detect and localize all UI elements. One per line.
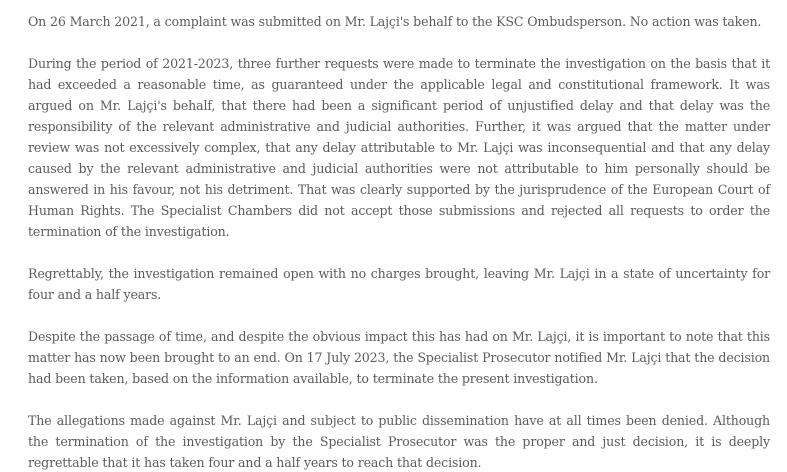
paragraph-investigation-terminated: Despite the passage of time, and despite the obvious impact this has had on Mr. Lajçi, it is important to note that this matter has now been brought to an end. On 17 July 2023, the Specialist Prosecutor notified Mr. Lajçi that the decision had been taken, based on the information available, to terminate the present investigation. [28,329,770,386]
paragraph-investigation-open: Regrettably, the investigation remained open with no charges brought, leaving Mr. Lajçi in a state of uncertainty for four and a half years. [28,266,770,302]
paragraph-allegations-denied: The allegations made against Mr. Lajçi and subject to public dissemination have at all times been denied. Although the termination of the investigation by the Specialist Prosecutor was the proper and just decision, it is deeply regrettable that it has taken four and a half years to reach that decision. [28,413,770,470]
paragraph-termination-requests: During the period of 2021-2023, three further requests were made to terminate the investigation on the basis that it had exceeded a reasonable time, as guaranteed under the applicable legal and constitutional framework. It was argued on Mr. Lajçi's behalf, that there had been a significant period of unjustified delay and that delay was the responsibility of the relevant administrative and judicial authorities. Further, it was argued that the matter under review was not excessively complex, that any delay attributable to Mr. Lajçi was inconsequential and that any delay caused by the relevant administrative and judicial authorities were not attributable to him personally should be answered in his favour, not his detriment. That was clearly supported by the jurisprudence of the European Court of Human Rights. The Specialist Chambers did not accept those submissions and rejected all requests to order the termination of the investigation. [28,56,770,239]
paragraph-ombudsperson-complaint: On 26 March 2021, a complaint was submitted on Mr. Lajçi's behalf to the KSC Ombudsperson. No action was taken. [28,14,762,29]
